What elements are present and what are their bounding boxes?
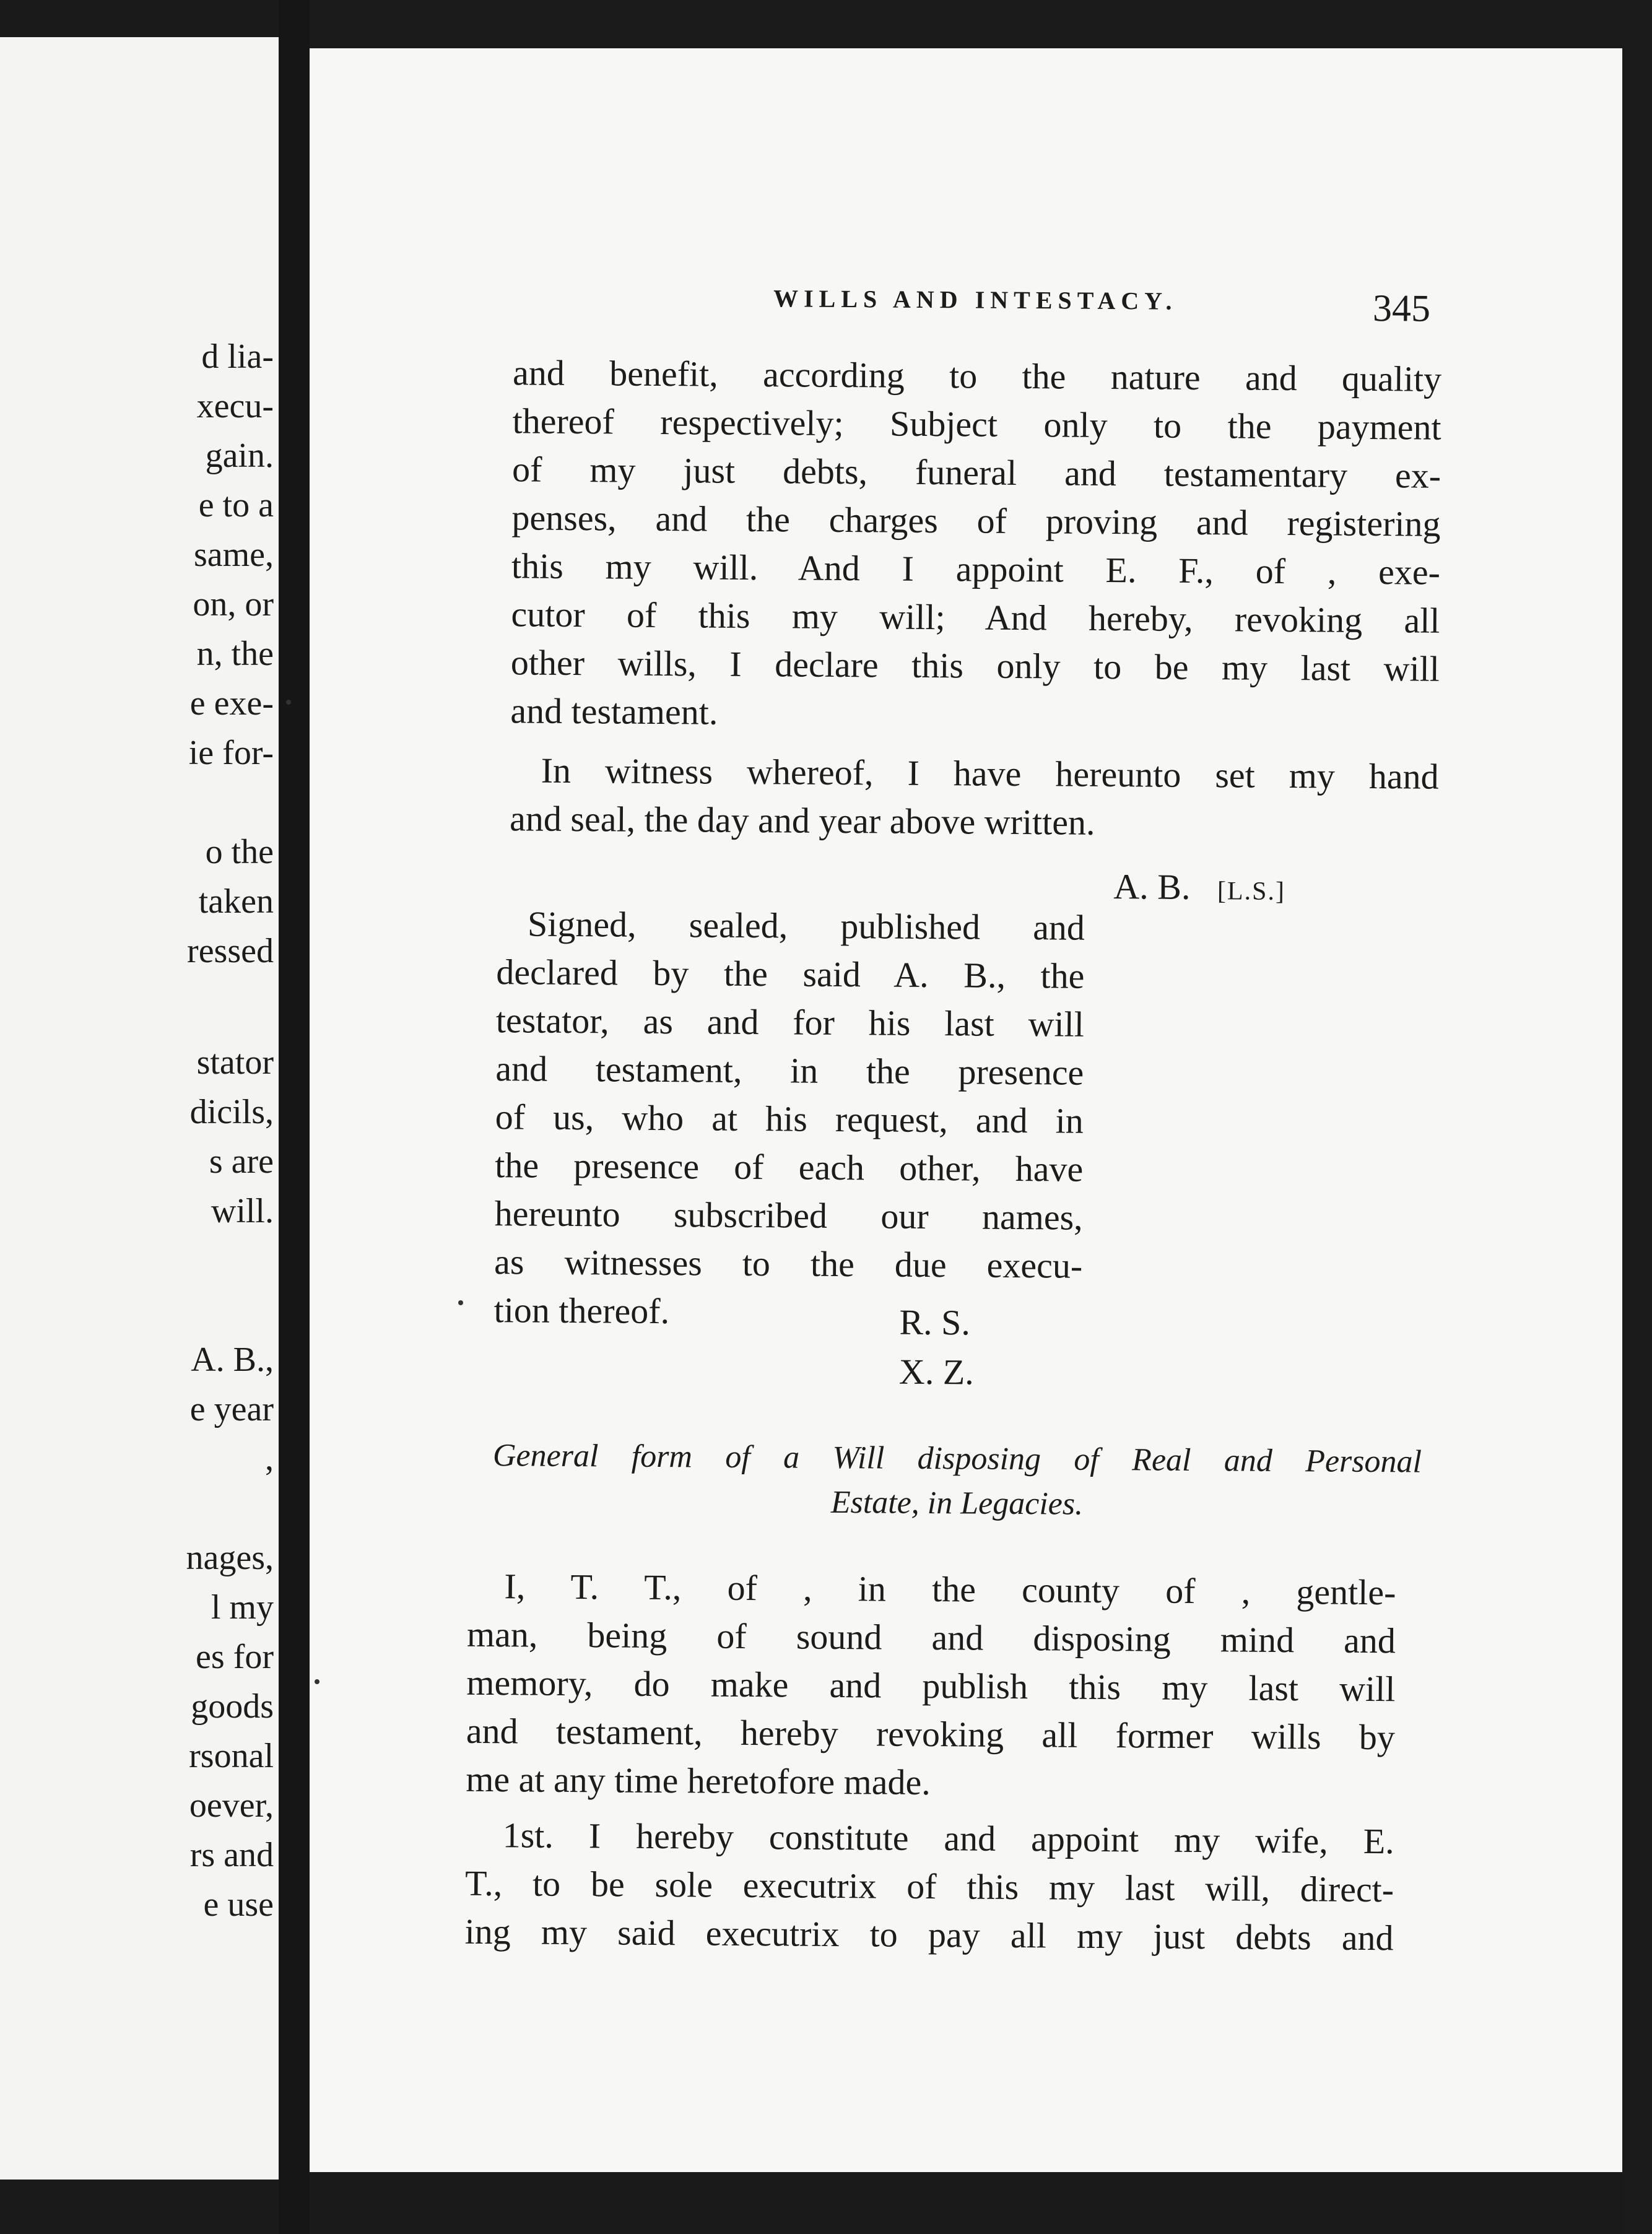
attestation-line: declared by the said A. B., the [496, 952, 1085, 996]
attestation-line: as witnesses to the due execu- [493, 1241, 1083, 1286]
body-line: of my just debts, funeral and testamentary ex- [511, 449, 1441, 496]
testator-signature [1113, 866, 1285, 908]
page-number: 345 [1372, 287, 1431, 330]
left-fragment: l my [211, 1588, 274, 1627]
left-fragment: stator [196, 1043, 274, 1082]
left-fragment: same, [193, 536, 274, 574]
testator-initials: A. B. [1113, 866, 1191, 907]
left-fragment: nages, [186, 1539, 274, 1577]
left-fragment: e use [203, 1885, 274, 1924]
left-fragment: on, or [193, 585, 274, 624]
body-line: and testament, hereby revoking all former wills by [466, 1710, 1396, 1758]
attestation-line: testator, as and for his last will [495, 1000, 1085, 1045]
body-line: me at any time heretofore made. [466, 1758, 931, 1803]
attestation-line: of us, who at his request, and in [495, 1097, 1084, 1141]
left-fragment: ressed [187, 932, 274, 970]
body-line: cutor of this my will; And hereby, revoking all [511, 594, 1440, 641]
left-fragment: n, the [196, 635, 274, 673]
body-line: and testament. [510, 690, 718, 732]
left-fragment: rs and [189, 1836, 274, 1874]
left-fragment: s are [209, 1142, 274, 1181]
left-fragment: dicils, [189, 1093, 274, 1131]
scan-border-right [1622, 0, 1652, 2234]
body-line: T., to be sole executrix of this my last will, direct- [464, 1862, 1394, 1910]
body-line: ing my said executrix to pay all my just debts and [464, 1911, 1394, 1958]
left-fragment: rsonal [189, 1737, 274, 1775]
left-fragment: oever, [189, 1786, 274, 1825]
left-fragment: , [265, 1440, 274, 1478]
scan-speck [286, 700, 291, 705]
page-content [310, 48, 1622, 2172]
left-fragment: taken [198, 882, 274, 921]
left-fragment: ie for- [188, 734, 274, 772]
left-fragment: e year [189, 1390, 274, 1428]
left-fragment: e to a [198, 486, 274, 524]
attestation-line: the presence of each other, have [495, 1145, 1084, 1189]
section-heading: Estate, in Legacies. [830, 1484, 1084, 1522]
body-line: other wills, I declare this only to be my last will [510, 642, 1440, 689]
section-heading: General form of a Will disposing of Real and Personal [492, 1438, 1422, 1480]
left-fragment: d lia- [201, 337, 274, 376]
book-page [310, 48, 1622, 2172]
left-facing-page [0, 37, 279, 2180]
scan-speck [315, 1679, 320, 1684]
left-fragment: xecu- [196, 387, 274, 425]
running-head: WILLS AND INTESTACY. [773, 284, 1178, 315]
left-fragment: A. B., [191, 1341, 274, 1379]
body-line: and seal, the day and year above written. [509, 798, 1095, 843]
body-line: 1st. I hereby constitute and appoint my wife, E. [502, 1815, 1394, 1862]
body-line: and benefit, according to the nature and quality [512, 352, 1442, 399]
body-line: man, being of sound and disposing mind and [466, 1614, 1396, 1661]
body-line: this my will. And I appoint E. F., of , exe- [511, 545, 1441, 593]
witness-initials: R. S. [899, 1302, 971, 1343]
witness-initials: X. Z. [898, 1351, 974, 1393]
book-gutter [279, 0, 310, 2234]
left-fragment: will. [211, 1192, 274, 1230]
scan-speck [458, 1300, 463, 1305]
left-fragment: o the [205, 833, 274, 871]
scan-border-top [310, 0, 1652, 48]
left-fragment: es for [196, 1638, 274, 1676]
attestation-line: hereunto subscribed our names, [494, 1193, 1083, 1238]
attestation-line: and testament, in the presence [495, 1048, 1084, 1093]
body-line: penses, and the charges of proving and registering [511, 497, 1441, 544]
body-line: I, T. T., of , in the county of , gentle- [504, 1566, 1396, 1613]
left-fragment: gain. [205, 437, 274, 475]
body-line: In witness whereof, I have hereunto set my hand [541, 750, 1439, 797]
attestation-line: tion thereof. [493, 1290, 670, 1332]
body-line: thereof respectively; Subject only to the payment [512, 401, 1441, 448]
body-line: memory, do make and publish this my last will [466, 1662, 1396, 1710]
left-fragment: e exe- [189, 684, 274, 723]
left-fragment: goods [191, 1687, 274, 1726]
attestation-line: Signed, sealed, published and [527, 903, 1085, 948]
seal-mark: [L.S.] [1217, 877, 1286, 906]
